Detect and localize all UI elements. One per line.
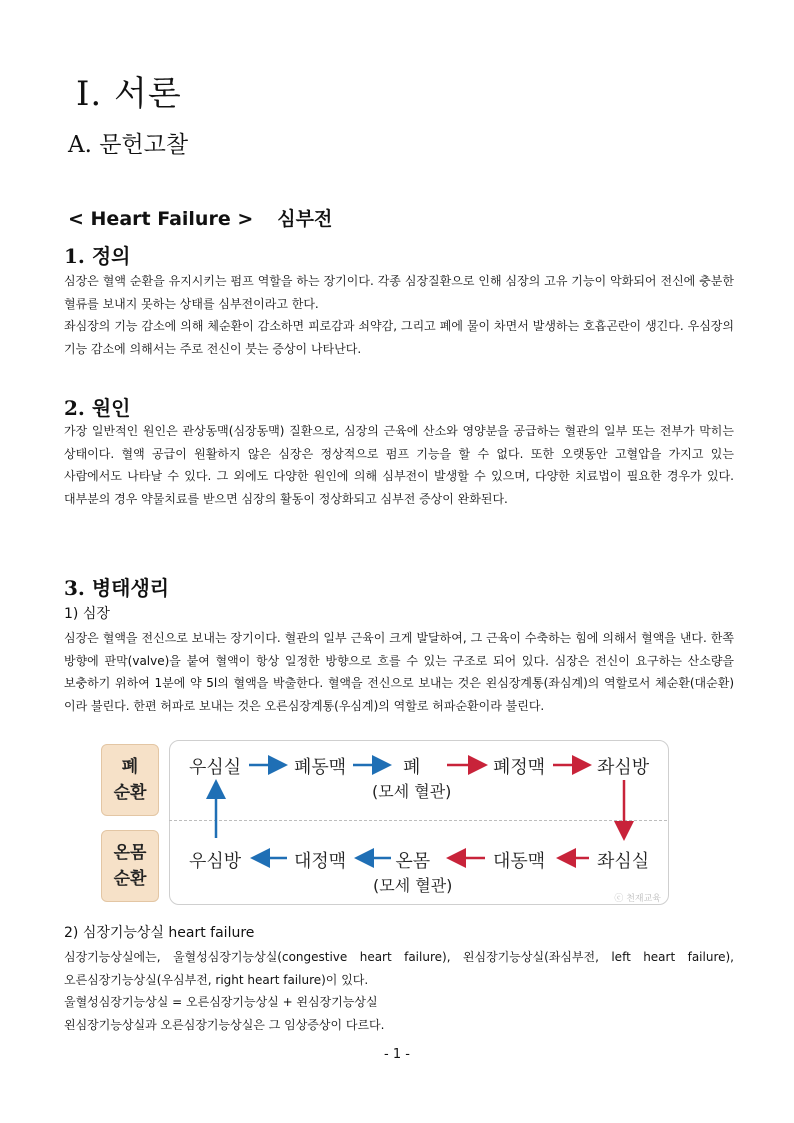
node-lung-label: 폐 <box>403 757 421 778</box>
node-aorta: 대동맥 <box>493 851 546 872</box>
node-vena-cava: 대정맥 <box>294 851 347 872</box>
topic-korean: 심부전 <box>277 208 333 230</box>
label-line: 폐 <box>121 757 139 777</box>
node-right-atrium: 우심방 <box>189 851 242 872</box>
heart-failure-line: 왼심장기능상실과 오른심장기능상실은 그 임상증상이 다르다. <box>64 1017 385 1032</box>
flow-arrows <box>97 738 669 906</box>
label-line: 온몸 <box>113 843 147 863</box>
definition-paragraph: 좌심장의 기능 감소에 의해 체순환이 감소하면 피로감과 쇠약감, 그리고 폐에 물이 차면서 발생하는 호흡곤란이 생긴다. 우심장의 기능 감소에 의해서는 주로 전신이 붓는 증상이 나타난다. <box>64 319 734 356</box>
circulation-diagram <box>97 738 669 906</box>
heart-failure-line: 울혈성심장기능상실 = 오른심장기능상실 + 왼심장기능상실 <box>64 995 378 1009</box>
heart-failure-line: 심장기능상실에는, 울혈성심장기능상실(congestive heart failure), 왼심장기능상실(좌심부전, left heart failure), 오른심장기능상실(우심부전, right heart failure)이 있다. <box>64 950 734 987</box>
subheading-heart-failure: 2) 심장기능상실 heart failure <box>64 925 255 941</box>
page-number: - 1 - <box>384 1047 410 1062</box>
node-lung-sub: (모세 혈관) <box>372 782 452 801</box>
cause-paragraph: 가장 일반적인 원인은 관상동맥(심장동맥) 질환으로, 심장의 근육에 산소와 영양분을 공급하는 혈관의 일부 또는 전부가 막히는 상태이다. 혈액 공급이 원활하지 않은 심장은 정상적으로 펌프 기능을 할 수 없다. 또한 오랫동안 고혈압을 가지고 있는 사람에서도 나타날 수 있다. 그 외에도 다양한 원인에 의해 심부전이 발생할 수 있으며, 다양한 치료법이 필요한 경우가 있다. 대부분의 경우 약물치료를 받으면 심장의 활동이 정상화되고 심부전 증상이 완화된다. <box>64 424 734 506</box>
heart-paragraph: 심장은 혈액을 전신으로 보내는 장기이다. 혈관의 일부 근육이 크게 발달하여, 그 근육이 수축하는 힘에 의해서 혈액을 낸다. 한쪽 방향에 판막(valve)을 붙여 혈액이 항상 일정한 방향으로 흐를 수 있는 구조로 되어 있다. 심장은 전신이 요구하는 산소량을 보충하기 위하여 1분에 약 5l의 혈액을 박출한다. 혈액을 전신으로 보내는 것은 왼심장계통(좌심계)의 역할로서 체순환(대순환)이라 불린다. 한편 허파로 보내는 것은 오른심장계통(우심계)의 역할로 허파순환이라 불린다. <box>64 631 734 713</box>
heart-failure-text <box>64 946 734 1036</box>
node-left-atrium: 좌심방 <box>597 757 650 778</box>
topic-heading <box>68 204 332 231</box>
pathophysiology-heading: 3. 병태생리 <box>64 576 170 600</box>
node-left-ventricle: 좌심실 <box>597 851 650 872</box>
node-pulmonary-vein: 폐정맥 <box>493 757 546 778</box>
definition-paragraph: 심장은 혈액 순환을 유지시키는 펌프 역할을 하는 장기이다. 각종 심장질환으로 인해 심장의 고유 기능이 악화되어 전신에 충분한 혈류를 보내지 못하는 상태를 심부전이라고 한다. <box>64 274 734 311</box>
section-title: A. 문헌고찰 <box>68 132 189 158</box>
node-body-sub: (모세 혈관) <box>373 876 453 895</box>
cause-text <box>64 420 734 510</box>
topic-english: < Heart Failure > <box>68 208 254 230</box>
node-pulmonary-artery: 폐동맥 <box>294 757 347 778</box>
definition-heading: 1. 정의 <box>64 244 131 268</box>
definition-text <box>64 270 734 360</box>
subheading-heart: 1) 심장 <box>64 606 110 622</box>
node-right-ventricle: 우심실 <box>189 757 242 778</box>
cause-heading: 2. 원인 <box>64 396 131 420</box>
node-body-label: 온몸 <box>395 851 431 872</box>
diagram-watermark: ⓒ 천재교육 <box>614 894 661 904</box>
label-line: 순환 <box>113 783 147 803</box>
heart-text <box>64 627 734 717</box>
label-line: 순환 <box>113 869 147 889</box>
chapter-title: Ⅰ. 서론 <box>76 74 182 114</box>
